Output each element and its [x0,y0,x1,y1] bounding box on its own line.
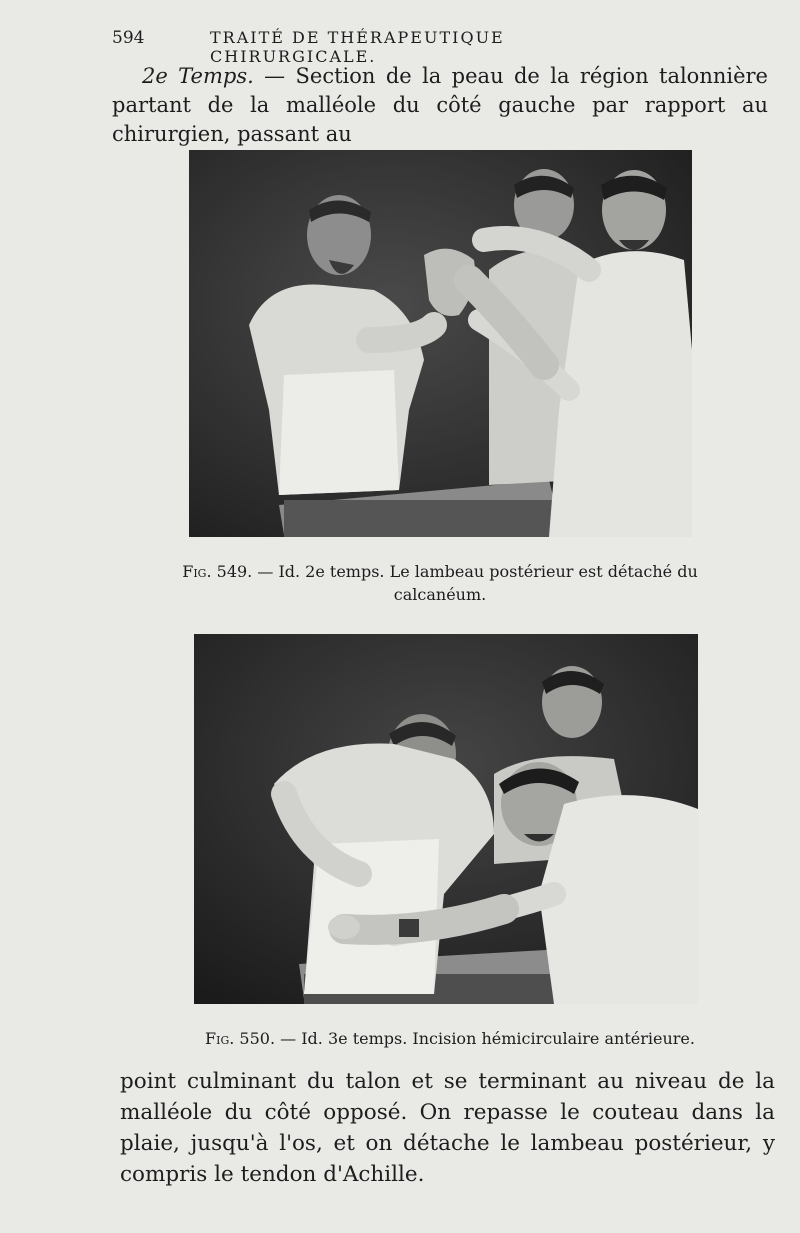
intro-text: — Section de la peau de la région talonnière partant de la malléole du côté gauche par rapport au chirurgien, passant au [112,64,768,146]
figure-549-caption [170,560,710,606]
outro-paragraph: point culminant du talon et se terminant au niveau de la malléole du côté opposé. On repasse le couteau dans la plaie, jusqu'à l'os, et on détache le lambeau postérieur, y compris le tendon d'Achille. [120,1069,775,1187]
surgery-photo-illustration [194,634,698,1004]
page-header [112,28,672,66]
figure-550-caption [180,1027,720,1050]
running-title: TRAITÉ DE THÉRAPEUTIQUE CHIRURGICALE. [210,28,505,66]
page-number: 594 [112,28,145,48]
surgery-photo-illustration [189,150,692,537]
intro-paragraph [112,62,768,149]
figure-550-caption-text: — Id. 3e temps. Incision hémicirculaire antérieure. [275,1029,695,1048]
figure-549-label: Fig. 549. [182,562,253,581]
figure-549-photo [189,150,692,537]
step-label: 2e Temps. [142,64,254,88]
figure-550-label: Fig. 550. [205,1029,276,1048]
figure-550-photo [194,634,698,1004]
figure-549-caption-text: — Id. 2e temps. Le lambeau postérieur est détaché du calcanéum. [252,562,698,604]
